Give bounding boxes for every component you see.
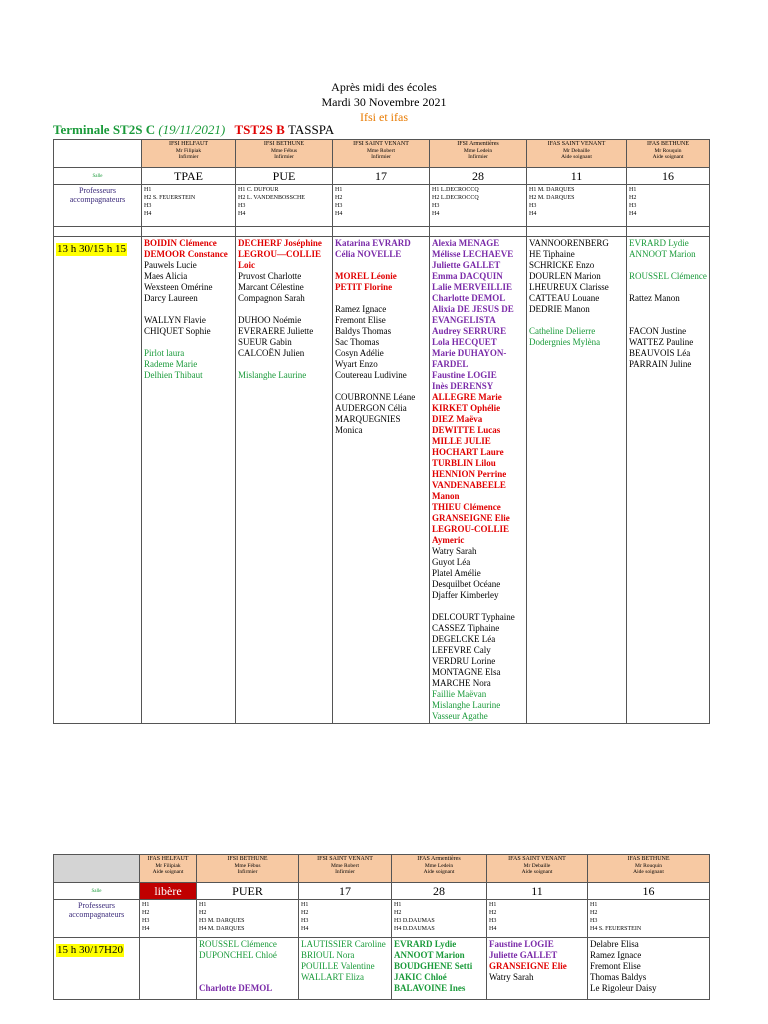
student-name: EVRARD Lydie xyxy=(394,939,457,949)
student-name: DOURLEN Marion xyxy=(529,271,601,281)
student-name: Rademe Marie xyxy=(144,359,198,369)
student-name: Coutereau Ludivine xyxy=(335,370,407,380)
hours-cell xyxy=(197,900,299,938)
class-line xyxy=(53,122,334,138)
time-slot: 13 h 30/15 h 15 xyxy=(57,243,127,255)
spacer xyxy=(144,304,233,315)
student-name: DECHERF Joséphine xyxy=(238,238,322,248)
student-name: BEAUVOIS Léa xyxy=(629,348,691,358)
hour-slot: H3 xyxy=(144,203,152,209)
prof-label: Professeurs accompagnateurs xyxy=(54,900,140,938)
hour-slot: H1 xyxy=(629,187,637,193)
hour-slot: H2 xyxy=(590,910,598,916)
hour-slot: H3 xyxy=(629,203,637,209)
hours-cell xyxy=(299,900,392,938)
hour-slot: H2 L. VANDENBOSSCHE xyxy=(238,195,305,201)
hour-slot: H2 xyxy=(199,910,207,916)
student-name: Faillie Maëvan xyxy=(432,689,487,699)
spacer xyxy=(629,304,707,315)
student-name: Wyart Enzo xyxy=(335,359,378,369)
student-name: MARQUEGNIES xyxy=(335,414,401,424)
student-cell xyxy=(299,938,392,1000)
student-name: Fremont Elise xyxy=(335,315,386,325)
room-number: 28 xyxy=(430,168,527,185)
student-name: Juliette GALLET xyxy=(432,260,501,270)
time-cell xyxy=(54,938,140,1000)
hour-slot: H1 C. DUFOUR xyxy=(238,187,279,193)
student-name: CALCOËN Julien xyxy=(238,348,305,358)
student-name: PARRAIN Juline xyxy=(629,359,692,369)
schedule-table-1 xyxy=(53,139,710,724)
spacer xyxy=(335,260,427,271)
student-name: DUPONCHEL Chloé xyxy=(199,950,277,960)
student-name: Wexsteen Omérine xyxy=(144,282,213,292)
student-name: Mislanghe Laurine xyxy=(432,700,501,710)
prof-label: Professeurs accompagnateurs xyxy=(54,185,142,227)
student-name: Marie DUHAYON- xyxy=(432,348,507,358)
header-subtitle: Ifsi et ifas xyxy=(360,110,408,124)
hour-slot: H2 L.DECROCCQ xyxy=(432,195,479,201)
student-name: ALLEGRE Marie xyxy=(432,392,502,402)
hour-slot: H1 xyxy=(144,187,152,193)
student-name: ROUSSEL Clémence xyxy=(629,271,707,281)
hour-slot: H1 xyxy=(142,902,150,908)
student-name: KIRKET Ophélie xyxy=(432,403,501,413)
student-name: DEWITTE Lucas xyxy=(432,425,501,435)
hour-slot: H2 S. FEUERSTEIN xyxy=(144,195,196,201)
student-name: EVRARD Lydie xyxy=(629,238,689,248)
student-cell xyxy=(430,237,527,724)
student-cell xyxy=(333,237,430,724)
student-cell xyxy=(588,938,710,1000)
student-name: Alexia MENAGE xyxy=(432,238,500,248)
student-name: Darcy Laureen xyxy=(144,293,198,303)
student-cell xyxy=(392,938,487,1000)
student-name: Mélisse LECHAEVE xyxy=(432,249,514,259)
student-cell xyxy=(527,237,627,724)
hour-slot: H2 xyxy=(142,910,150,916)
student-name: MONTAGNE Elsa xyxy=(432,667,501,677)
hour-slot: H4 M. DARQUES xyxy=(199,926,245,932)
student-name: WALLYN Flavie xyxy=(144,315,206,325)
student-name: ANNOOT Marion xyxy=(394,950,465,960)
student-name: DEGELCKE Léa xyxy=(432,634,496,644)
hour-slot: H4 xyxy=(529,211,537,217)
student-name: Charlotte DEMOL xyxy=(199,983,273,993)
student-name: Cosyn Adélie xyxy=(335,348,384,358)
student-name: Aymeric xyxy=(432,535,465,545)
student-name: COUBRONNE Léane xyxy=(335,392,416,402)
student-name: MARCHE Nora xyxy=(432,678,491,688)
student-name: Baldys Thomas xyxy=(335,326,392,336)
hour-slot: H3 xyxy=(489,918,497,924)
hours-cell xyxy=(236,185,333,227)
student-name: LEGROU-COLLIE xyxy=(432,524,510,534)
student-name: SCHRICKE Enzo xyxy=(529,260,595,270)
hour-slot: H1 M. DARQUES xyxy=(529,187,575,193)
student-name: LHEUREUX Clarisse xyxy=(529,282,609,292)
students-row xyxy=(54,938,710,1000)
hour-slot: H3 D.DAUMAS xyxy=(394,918,435,924)
student-name: Ramez Ignace xyxy=(335,304,387,314)
hour-slot: H1 xyxy=(394,902,402,908)
student-name: Faustine LOGIE xyxy=(489,939,554,949)
student-name: DELCOURT Typhaine xyxy=(432,612,515,622)
student-name: EVERAERE Juliette xyxy=(238,326,314,336)
hour-slot: H2 xyxy=(489,910,497,916)
spacer xyxy=(238,359,330,370)
school-header: IFSI SAINT VENANT Mme Robert Infirmier xyxy=(333,140,430,168)
document-header xyxy=(0,80,768,125)
hours-cell xyxy=(588,900,710,938)
student-name: CHIQUET Sophie xyxy=(144,326,211,336)
hours-row xyxy=(54,185,710,227)
student-name: GRANSEIGNE Elie xyxy=(489,961,567,971)
hour-slot: H1 L.DECROCCQ xyxy=(432,187,479,193)
spacer xyxy=(629,260,707,271)
room-number: PUE xyxy=(236,168,333,185)
hours-cell xyxy=(140,900,197,938)
student-name: Watry Sarah xyxy=(432,546,477,556)
student-name: LEFEVRE Caly xyxy=(432,645,491,655)
hour-slot: H4 xyxy=(144,211,152,217)
student-name: Lalie MERVEILLIE xyxy=(432,282,512,292)
student-name: Célia NOVELLE xyxy=(335,249,402,259)
hour-slot: H1 xyxy=(489,902,497,908)
corner-cell xyxy=(54,140,142,168)
school-header: IFAS BETHUNE Mr Rouquin Aide soignant xyxy=(627,140,710,168)
hour-slot: H3 xyxy=(301,918,309,924)
school-header: IFAS SAINT VENANT Mr Debaille Aide soignant xyxy=(487,855,588,883)
room-number: 11 xyxy=(487,883,588,900)
hour-slot: H3 xyxy=(432,203,440,209)
hours-cell xyxy=(333,185,430,227)
hour-slot: H2 M. DARQUES xyxy=(529,195,575,201)
student-cell xyxy=(236,237,333,724)
student-name: Desquilbet Océane xyxy=(432,579,501,589)
student-name: DEDRIE Manon xyxy=(529,304,590,314)
time-slot: 15 h 30/17H20 xyxy=(57,944,123,956)
hour-slot: H4 xyxy=(335,211,343,217)
room-number: 11 xyxy=(527,168,627,185)
student-name: Loic xyxy=(238,260,255,270)
student-name: CATTEAU Louane xyxy=(529,293,600,303)
school-header: IFSI Armentières Mme Ledein Infirmier xyxy=(430,140,527,168)
hour-slot: H2 xyxy=(629,195,637,201)
student-name: Compagnon Sarah xyxy=(238,293,305,303)
spacer xyxy=(529,315,624,326)
hour-slot: H2 xyxy=(335,195,343,201)
class-name-3: TASSPA xyxy=(288,122,335,137)
student-cell xyxy=(197,938,299,1000)
hour-slot: H4 xyxy=(432,211,440,217)
student-name: JAKIC Chloé xyxy=(394,972,447,982)
hour-slot: H4 xyxy=(489,926,497,932)
class-date: (19/11/2021) xyxy=(158,122,226,137)
school-header: IFAS Armentières Mme Ledein Aide soignant xyxy=(392,855,487,883)
hour-slot: H1 xyxy=(335,187,343,193)
class-name-2: TST2S B xyxy=(234,122,285,137)
student-name: ANNOOT Marion xyxy=(629,249,696,259)
student-name: WALLART Eliza xyxy=(301,972,365,982)
room-number: 28 xyxy=(392,883,487,900)
hour-slot: H3 xyxy=(529,203,537,209)
school-header: IFSI SAINT VENANT Mme Robert Infirmier xyxy=(299,855,392,883)
student-name: Catheline Delierre xyxy=(529,326,596,336)
hours-cell xyxy=(487,900,588,938)
room-number: 17 xyxy=(299,883,392,900)
student-name: Rattez Manon xyxy=(629,293,680,303)
student-name: Audrey SERRURE xyxy=(432,326,507,336)
student-name: Le Rigoleur Daisy xyxy=(590,983,657,993)
student-name: Pauwels Lucie xyxy=(144,260,197,270)
student-name: DUHOO Noémie xyxy=(238,315,302,325)
student-name: Inès DERENSY xyxy=(432,381,494,391)
student-name: Platel Amélie xyxy=(432,568,481,578)
student-name: Delhien Thibaut xyxy=(144,370,203,380)
student-name: AUDERGON Célia xyxy=(335,403,407,413)
student-name: WATTEZ Pauline xyxy=(629,337,694,347)
spacer xyxy=(199,972,296,983)
student-name: CASSEZ Tiphaine xyxy=(432,623,500,633)
corner-cell xyxy=(54,855,140,883)
room-number: 17 xyxy=(333,168,430,185)
student-name: PETIT Florine xyxy=(335,282,393,292)
student-name: Fremont Elise xyxy=(590,961,641,971)
student-name: EVANGELISTA xyxy=(432,315,496,325)
student-name: HOCHART Laure xyxy=(432,447,504,457)
hour-slot: H1 xyxy=(301,902,309,908)
student-name: Faustine LOGIE xyxy=(432,370,497,380)
student-name: DIEZ Maëva xyxy=(432,414,483,424)
student-name: Lola HECQUET xyxy=(432,337,497,347)
student-name: Dodergnies Mylèna xyxy=(529,337,601,347)
time-cell xyxy=(54,237,142,724)
hour-slot: H3 xyxy=(590,918,598,924)
hour-slot: H4 S. FEUERSTEIN xyxy=(590,926,642,932)
hours-cell xyxy=(142,185,236,227)
student-cell xyxy=(142,237,236,724)
room-number: TPAE xyxy=(142,168,236,185)
student-name: BOIDIN Clémence xyxy=(144,238,217,248)
student-name: Juliette GALLET xyxy=(489,950,558,960)
student-name: BALAVOINE Ines xyxy=(394,983,466,993)
student-name: MILLE JULIE xyxy=(432,436,491,446)
student-name: Manon xyxy=(432,491,460,501)
hour-slot: H4 xyxy=(142,926,150,932)
hour-slot: H2 xyxy=(301,910,309,916)
hours-cell xyxy=(627,185,710,227)
student-name: Ramez Ignace xyxy=(590,950,642,960)
student-name: FACON Justine xyxy=(629,326,687,336)
student-name: Alixia DE JESUS DE xyxy=(432,304,514,314)
student-name: Emma DACQUIN xyxy=(432,271,503,281)
student-name: POUILLE Valentine xyxy=(301,961,375,971)
student-name: Thomas Baldys xyxy=(590,972,647,982)
student-name: HE Tiphaine xyxy=(529,249,575,259)
header-date: Mardi 30 Novembre 2021 xyxy=(321,95,447,109)
student-name: Djaffer Kimberley xyxy=(432,590,499,600)
hours-row xyxy=(54,900,710,938)
school-header: IFAS HELFAUT Mr Filipiak Aide soignant xyxy=(140,855,197,883)
students-row xyxy=(54,237,710,724)
student-name: Pirlot laura xyxy=(144,348,185,358)
hour-slot: H3 xyxy=(335,203,343,209)
hour-slot: H3 xyxy=(142,918,150,924)
hour-slot: H4 xyxy=(301,926,309,932)
student-name: Vasseur Agathe xyxy=(432,711,488,721)
hour-slot: H1 xyxy=(590,902,598,908)
school-header: IFSI BETHUNE Mme Fébus Infirmier xyxy=(236,140,333,168)
spacer xyxy=(238,304,330,315)
room-number: 16 xyxy=(588,883,710,900)
student-cell xyxy=(140,938,197,1000)
spacer xyxy=(144,337,233,348)
student-name: SUEUR Gabin xyxy=(238,337,292,347)
school-header: IFAS BETHUNE Mr Rouquin Aide soignant xyxy=(588,855,710,883)
student-name: LEGROU—COLLIE xyxy=(238,249,322,259)
hours-cell xyxy=(527,185,627,227)
spacer xyxy=(335,293,427,304)
student-name: THIEU Clémence xyxy=(432,502,501,512)
schedule-table-2 xyxy=(53,854,710,1000)
hour-slot: H1 xyxy=(199,902,207,908)
hour-slot: H3 xyxy=(238,203,246,209)
school-header: IFAS SAINT VENANT Mr Debaille Aide soignant xyxy=(527,140,627,168)
student-name: Guyot Léa xyxy=(432,557,471,567)
room-number: 16 xyxy=(627,168,710,185)
student-name: BOUDGHENE Setti xyxy=(394,961,473,971)
class-name: Terminale ST2S C xyxy=(53,122,156,137)
student-name: HENNION Perrine xyxy=(432,469,507,479)
hour-slot: H4 xyxy=(238,211,246,217)
school-header: IFSI BETHUNE Mme Fébus Infirmier xyxy=(197,855,299,883)
salle-label: Salle xyxy=(54,883,140,900)
student-name: Watry Sarah xyxy=(489,972,534,982)
student-name: LAUTISSIER Caroline xyxy=(301,939,386,949)
school-header: IFSI HELFAUT Mr Filipiak Infirmier xyxy=(142,140,236,168)
student-name: VANNOORENBERG xyxy=(529,238,609,248)
student-name: Sac Thomas xyxy=(335,337,380,347)
spacer xyxy=(629,282,707,293)
salle-label: Salle xyxy=(54,168,142,185)
student-name: GRANSEIGNE Elie xyxy=(432,513,510,523)
student-name: Delabre Elisa xyxy=(590,939,639,949)
student-name: BRIOUL Nora xyxy=(301,950,355,960)
student-name: TURBLIN Lilou xyxy=(432,458,496,468)
spacer xyxy=(335,381,427,392)
hour-slot: H2 xyxy=(394,910,402,916)
student-name: VERDRU Lorine xyxy=(432,656,496,666)
student-cell xyxy=(627,237,710,724)
hour-slot: H4 xyxy=(629,211,637,217)
header-title: Après midi des écoles xyxy=(331,80,437,94)
room-number: libère xyxy=(140,883,197,900)
spacer xyxy=(629,315,707,326)
student-name: MOREL Léonie xyxy=(335,271,397,281)
student-name: FARDEL xyxy=(432,359,469,369)
student-name: ROUSSEL Clémence xyxy=(199,939,277,949)
student-name: Maes Alicia xyxy=(144,271,188,281)
room-number: PUER xyxy=(197,883,299,900)
hour-slot: H4 D.DAUMAS xyxy=(394,926,435,932)
student-name: Marcant Célestine xyxy=(238,282,304,292)
student-name: Pruvost Charlotte xyxy=(238,271,302,281)
student-name: Monica xyxy=(335,425,363,435)
student-name: DEMOOR Constance xyxy=(144,249,228,259)
student-cell xyxy=(487,938,588,1000)
student-name: Mislanghe Laurine xyxy=(238,370,307,380)
student-name: VANDENABEELE xyxy=(432,480,506,490)
student-name: Charlotte DEMOL xyxy=(432,293,506,303)
spacer xyxy=(432,601,524,612)
hour-slot: H3 M. DARQUES xyxy=(199,918,245,924)
hours-cell xyxy=(392,900,487,938)
hours-cell xyxy=(430,185,527,227)
student-name: Katarina EVRARD xyxy=(335,238,411,248)
spacer xyxy=(199,961,296,972)
